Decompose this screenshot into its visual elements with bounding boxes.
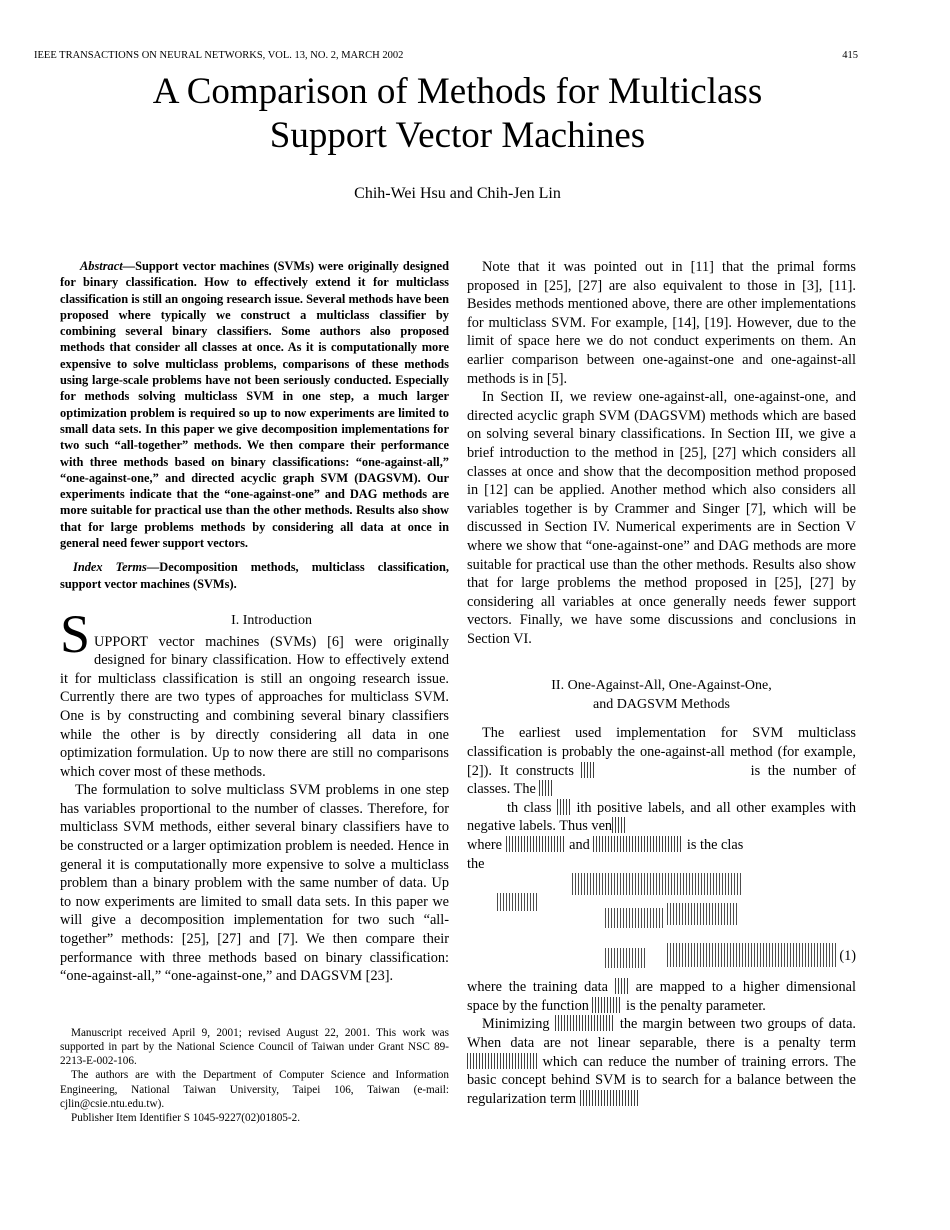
math-glyph bbox=[506, 836, 566, 852]
math-glyph bbox=[581, 762, 595, 778]
footnotes bbox=[60, 1026, 449, 1125]
equation-number: (1) bbox=[839, 948, 856, 965]
equation-fragment bbox=[605, 908, 665, 928]
math-glyph bbox=[467, 1053, 537, 1069]
introduction-section bbox=[60, 603, 449, 986]
equation-fragment bbox=[667, 903, 737, 925]
right-paragraph-1: Note that it was pointed out in [11] that the primal forms proposed in [25], [27] are also equivalent to those in [3], [11]. Besides methods mentioned above, there are other implementations for multiclass SVM. For example, [14], [19]. However, due to the limit of space here we do not conduct experiments on them. An earlier comparison between one-against-one and one-against-all methods is in [5]. bbox=[467, 259, 856, 387]
p3-part-a: The earliest used implementation for SVM multiclass classification is probably the one-against-all method (for example, [2]). It constructs bbox=[467, 725, 856, 779]
equation-1 bbox=[467, 873, 856, 978]
paper-title bbox=[0, 70, 915, 158]
footnote-publisher: Publisher Item Identifier S 1045-9227(02)01805-2. bbox=[71, 1112, 300, 1125]
section-heading-2 bbox=[467, 676, 856, 714]
intro-paragraph-1: UPPORT vector machines (SVMs) [6] were originally designed for binary classification. How to effectively extend it for multiclass classification is still an ongoing research issue. Currently there are two types of approaches for multiclass SVM. One is by constructing and combining several binary classifiers while the other is by directly considering all data in one optimization formulation. Up to now there are still no comparisons which cover most of these methods. bbox=[60, 633, 449, 780]
p3-part-c: th class bbox=[507, 799, 552, 816]
abstract-label: Abstract— bbox=[80, 259, 136, 273]
p4-part-c: is the penalty parameter. bbox=[626, 997, 766, 1014]
abstract-text: Support vector machines (SVMs) were originally designed for binary classification. How to effectively extend it for multiclass classification is still an ongoing research issue. Several methods have been proposed where typically we construct a multiclass classifier by combining several binary classifiers. Some authors also proposed methods that consider all classes at once. As it is computationally more expensive to solve multiclass problems, comparisons of these methods using large-scale problems have not been seriously conducted. Especially for methods solving multiclass SVM in one step, a much larger optimization problem is required so up to now experiments are limited to small data sets. In this paper we give decomposition implementations for two such “all-together” methods. We then compare their performance with three methods based on binary classifications: “one-against-all,” “one-against-one,” and directed acyclic graph SVM (DAGSVM). Our experiments indicate that the “one-against-one” and DAG methods are more suitable for practical use than the other methods. Results also show that for large problems methods by considering all data at once in general need fewer support vectors. bbox=[60, 259, 449, 551]
math-glyph bbox=[539, 780, 553, 796]
p5-part-c: which can reduce the number of training errors. The basic concept behind SVM is to search for a balance between the regularization term bbox=[467, 1053, 856, 1107]
p3-part-b: is the number of classes. The bbox=[467, 762, 857, 798]
right-paragraph-5 bbox=[467, 1015, 856, 1108]
p3-part-h: is the clas bbox=[686, 837, 744, 854]
abstract bbox=[60, 258, 449, 551]
section-2-line-1: II. One-Against-All, One-Against-One, bbox=[551, 678, 772, 694]
equation-fragment bbox=[605, 948, 645, 968]
p4-part-a: where the training data bbox=[467, 979, 608, 996]
index-terms-text: Decomposition methods, multiclass classification, support vector machines (SVMs). bbox=[60, 560, 449, 591]
p3-part-e: ven bbox=[591, 818, 613, 835]
right-paragraph-4 bbox=[467, 978, 856, 1015]
journal-info: IEEE TRANSACTIONS ON NEURAL NETWORKS, VOL. 13, NO. 2, MARCH 2002 bbox=[34, 50, 404, 61]
equation-fragment bbox=[667, 943, 837, 967]
drop-cap: S bbox=[60, 603, 91, 664]
right-paragraph-3 bbox=[467, 724, 856, 873]
page-number: 415 bbox=[842, 50, 858, 61]
p5-part-a: Minimizing bbox=[482, 1016, 550, 1033]
equation-fragment bbox=[572, 873, 742, 895]
right-column bbox=[467, 258, 856, 1108]
title-line-1: A Comparison of Methods for Multiclass bbox=[152, 71, 763, 112]
section-heading-introduction: I. Introduction bbox=[231, 612, 312, 628]
p3-part-g: and bbox=[569, 837, 590, 854]
p3-part-i: the bbox=[467, 855, 485, 872]
math-glyph bbox=[557, 799, 571, 815]
equation-fragment bbox=[497, 893, 537, 911]
footnote-manuscript: Manuscript received April 9, 2001; revised August 22, 2001. This work was supported in part by the National Science Council of Taiwan under Grant NSC 89-2213-E-002-106. bbox=[60, 1026, 449, 1068]
index-terms-label: Index Terms— bbox=[73, 560, 160, 575]
math-glyph bbox=[612, 817, 626, 833]
p3-part-f: where bbox=[467, 837, 502, 854]
index-terms bbox=[60, 559, 449, 592]
left-column bbox=[60, 258, 449, 1125]
authors: Chih-Wei Hsu and Chih-Jen Lin bbox=[354, 185, 561, 202]
footnote-authors: The authors are with the Department of Computer Science and Information Engineering, National Taiwan University, Taipei 106, Taiwan (e-mail: cjlin@csie.ntu.edu.tw). bbox=[60, 1069, 449, 1110]
math-glyph bbox=[593, 836, 683, 852]
p4-part-b: are mapped to a higher dimensional space by the function bbox=[467, 979, 857, 1014]
intro-paragraph-2: The formulation to solve multiclass SVM problems in one step has variables proportional to the number of classes. Therefore, for multiclass SVM methods, either several binary classifiers have to be constructed or a larger optimization problem is needed. Hence in general it is computationally more expensive to solve a multiclass problem than a binary problem with the same number of data. Up to now experiments are limited to small data sets. In this paper we will give a decomposition implementation for two such “all-together” methods: [25], [27] and [7]. We then compare their performance with three methods based on binary classification: “one-against-all,” “one-against-one,” and DAGSVM [23]. bbox=[60, 782, 449, 985]
p3-part-d: ith positive labels, and all other examples with negative labels. Thus bbox=[467, 799, 856, 835]
math-glyph bbox=[615, 978, 629, 994]
right-paragraph-2: In Section II, we review one-against-all, one-against-one, and directed acyclic graph SVM (DAGSVM) methods which are based on solving several binary classifications. In Section III, we give a brief introduction to the method in [25], [27] which considers all classes at once and show that the decomposition method proposed in [12] can be applied. Another method which also considers all variables together is by Crammer and Singer [7], which will be discussed in Section IV. Numerical experiments are in Section V where we show that “one-against-one” and DAG methods are more suitable for practical use than the other methods. Results also show that for large problems the method proposed in [25], [27] by considering all variables at once generally needs fewer support vectors. Finally, we have some discussions and conclusions in Section VI. bbox=[467, 389, 856, 647]
math-glyph bbox=[592, 997, 622, 1013]
title-line-2: Support Vector Machines bbox=[269, 115, 646, 156]
section-2-line-2: and DAGSVM Methods bbox=[593, 697, 730, 713]
math-glyph bbox=[555, 1015, 615, 1031]
math-glyph bbox=[580, 1090, 640, 1106]
p5-part-b: the margin between two groups of data. When data are not linear separable, there is a penalty term bbox=[467, 1016, 856, 1051]
